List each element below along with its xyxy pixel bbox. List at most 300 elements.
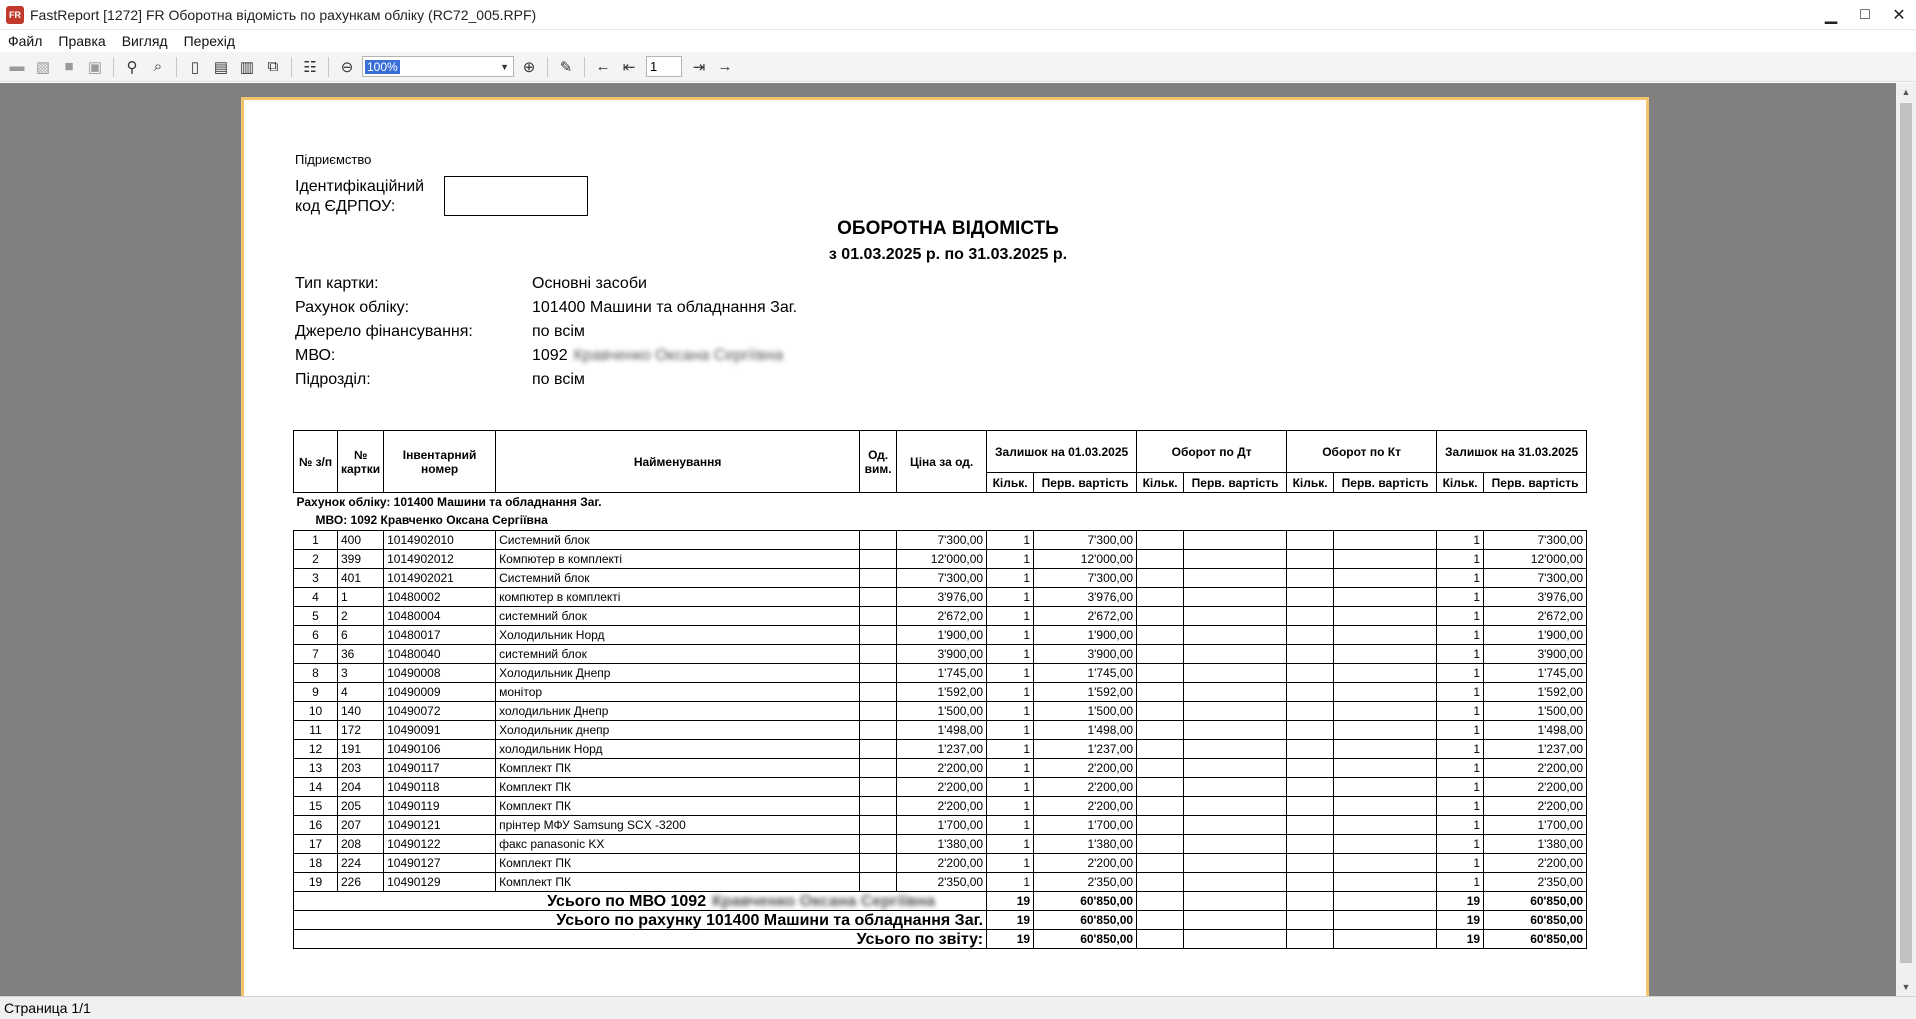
vertical-scrollbar[interactable] xyxy=(1896,83,1916,996)
table-cell: 6 xyxy=(294,626,338,645)
table-cell: 7'300,00 xyxy=(1034,531,1137,550)
table-row xyxy=(294,683,1587,702)
table-cell: 10490091 xyxy=(384,721,496,740)
table-cell xyxy=(1287,740,1334,759)
table-cell: 1 xyxy=(987,683,1034,702)
table-cell xyxy=(1287,873,1334,892)
table-cell: 3'900,00 xyxy=(897,645,987,664)
table-cell xyxy=(1334,816,1437,835)
toolbar-separator xyxy=(584,57,585,77)
total-cost-open: 60'850,00 xyxy=(1034,930,1137,949)
table-cell: 1 xyxy=(1437,778,1484,797)
table-cell xyxy=(1334,607,1437,626)
toolbar-separator xyxy=(547,57,548,77)
table-row xyxy=(294,835,1587,854)
col-header-qty: Кільк. xyxy=(987,473,1034,493)
table-cell xyxy=(860,835,897,854)
table-cell: 2'200,00 xyxy=(1034,854,1137,873)
scroll-thumb[interactable] xyxy=(1900,103,1912,963)
table-cell xyxy=(1184,778,1287,797)
report-title: ОБОРОТНА ВІДОМІСТЬ xyxy=(837,218,1059,239)
report-period: з 01.03.2025 р. по 31.03.2025 р. xyxy=(828,246,1068,263)
info-value: по всім xyxy=(532,323,585,340)
total-empty-cell xyxy=(1334,911,1437,930)
menu-edit[interactable]: Правка xyxy=(58,33,106,49)
edrpou-box xyxy=(444,176,588,216)
table-cell: 10490129 xyxy=(384,873,496,892)
info-value-redacted: Кравченко Оксана Сергіївна xyxy=(573,347,784,364)
toolbar-separator xyxy=(113,57,114,77)
info-value: 1092 xyxy=(532,347,568,364)
table-cell: 400 xyxy=(338,531,384,550)
table-row xyxy=(294,664,1587,683)
table-cell xyxy=(1334,797,1437,816)
table-cell: 14 xyxy=(294,778,338,797)
col-header-turnover-kt: Оборот по Кт xyxy=(1287,431,1437,473)
table-cell: 1 xyxy=(1437,645,1484,664)
table-cell: 7'300,00 xyxy=(1484,569,1587,588)
table-cell: 12 xyxy=(294,740,338,759)
table-cell xyxy=(1287,588,1334,607)
info-value: по всім xyxy=(532,371,585,388)
table-cell: 399 xyxy=(338,550,384,569)
table-cell: Холодильник Днепр xyxy=(496,664,860,683)
table-cell: 7'300,00 xyxy=(897,569,987,588)
table-cell xyxy=(1287,721,1334,740)
table-cell xyxy=(1184,797,1287,816)
table-cell: 1'592,00 xyxy=(1034,683,1137,702)
zoom-value: 100% xyxy=(367,59,398,74)
table-cell xyxy=(1184,854,1287,873)
col-header-cost: Перв. вартість xyxy=(1484,473,1587,493)
close-button[interactable]: ✕ xyxy=(1892,7,1906,24)
total-empty-cell xyxy=(1184,892,1287,911)
table-cell xyxy=(860,854,897,873)
table-cell: 3 xyxy=(338,664,384,683)
total-cost-close: 60'850,00 xyxy=(1484,930,1587,949)
menu-file[interactable]: Файл xyxy=(8,33,43,49)
table-cell: 1'380,00 xyxy=(897,835,987,854)
table-cell xyxy=(1287,759,1334,778)
last-page-icon[interactable]: ⇥ xyxy=(692,58,706,76)
table-cell: 2'200,00 xyxy=(897,854,987,873)
table-cell: 2'200,00 xyxy=(897,759,987,778)
table-cell: 208 xyxy=(338,835,384,854)
total-empty-cell xyxy=(1334,892,1437,911)
table-cell xyxy=(860,531,897,550)
table-cell: 1'745,00 xyxy=(897,664,987,683)
total-qty-open: 19 xyxy=(987,930,1034,949)
table-cell: 1'700,00 xyxy=(1484,816,1587,835)
window-title: FastReport [1272] FR Оборотна відомість по рахункам обліку (RC72_005.RPF) xyxy=(30,6,537,23)
table-cell: 9 xyxy=(294,683,338,702)
table-cell xyxy=(1137,664,1184,683)
table-cell xyxy=(1287,626,1334,645)
table-cell: 3'976,00 xyxy=(1034,588,1137,607)
table-row xyxy=(294,588,1587,607)
table-cell: 1 xyxy=(987,607,1034,626)
table-cell: 1014902012 xyxy=(384,550,496,569)
info-key: Рахунок обліку: xyxy=(295,299,410,316)
table-cell xyxy=(860,797,897,816)
table-cell xyxy=(1184,873,1287,892)
table-cell: Комплект ПК xyxy=(496,873,860,892)
table-cell xyxy=(860,588,897,607)
total-qty-close: 19 xyxy=(1437,892,1484,911)
table-cell: 1 xyxy=(1437,588,1484,607)
table-cell: 1 xyxy=(1437,721,1484,740)
table-cell xyxy=(1287,816,1334,835)
table-cell: системний блок xyxy=(496,645,860,664)
find-next-icon[interactable]: ⌕ xyxy=(153,58,163,75)
total-label-redacted: Кравченко Оксана Сергіївна xyxy=(712,892,936,910)
table-cell xyxy=(1334,569,1437,588)
table-cell: 1014902010 xyxy=(384,531,496,550)
table-cell: 1 xyxy=(987,626,1034,645)
table-cell: 2'200,00 xyxy=(1484,854,1587,873)
table-cell: 12'000,00 xyxy=(1484,550,1587,569)
table-cell: 1 xyxy=(1437,759,1484,778)
table-cell: 3'976,00 xyxy=(1484,588,1587,607)
toolbar-separator xyxy=(328,57,329,77)
status-bar xyxy=(0,996,1916,1019)
edrpou-label: Ідентифікаційний код ЄДРПОУ: xyxy=(295,178,425,215)
table-cell: Холодильник днепр xyxy=(496,721,860,740)
table-cell: 3'976,00 xyxy=(897,588,987,607)
table-cell: 1 xyxy=(1437,873,1484,892)
table-cell xyxy=(1137,607,1184,626)
table-cell: 1 xyxy=(1437,854,1484,873)
table-cell: 3 xyxy=(294,569,338,588)
export-icon[interactable]: ▧ xyxy=(35,58,51,76)
toolbar xyxy=(0,52,1916,82)
table-cell: 10490117 xyxy=(384,759,496,778)
table-cell: 2 xyxy=(294,550,338,569)
col-header-qty: Кільк. xyxy=(1437,473,1484,493)
table-cell xyxy=(1334,531,1437,550)
table-cell: 7 xyxy=(294,645,338,664)
table-cell: 140 xyxy=(338,702,384,721)
table-cell xyxy=(860,759,897,778)
total-cost-close: 60'850,00 xyxy=(1484,911,1587,930)
table-row xyxy=(294,740,1587,759)
table-cell xyxy=(1184,664,1287,683)
table-cell xyxy=(1334,778,1437,797)
table-cell: 12'000,00 xyxy=(1034,550,1137,569)
table-cell: 1 xyxy=(1437,550,1484,569)
table-cell: 10490127 xyxy=(384,854,496,873)
table-cell: 1 xyxy=(294,531,338,550)
total-label xyxy=(294,911,987,930)
table-cell: 1'380,00 xyxy=(1484,835,1587,854)
preview-workspace xyxy=(0,83,1896,996)
scroll-up-icon[interactable]: ▲ xyxy=(1901,87,1911,97)
menu-navigate[interactable]: Перехід xyxy=(183,33,236,49)
table-cell xyxy=(1184,569,1287,588)
total-label xyxy=(294,892,987,911)
table-cell: 15 xyxy=(294,797,338,816)
table-cell: 18 xyxy=(294,854,338,873)
table-cell: 1 xyxy=(1437,531,1484,550)
table-cell xyxy=(1287,797,1334,816)
table-cell xyxy=(1184,835,1287,854)
table-cell xyxy=(1287,531,1334,550)
total-empty-cell xyxy=(1287,911,1334,930)
table-cell: 1 xyxy=(1437,626,1484,645)
first-page-icon[interactable]: ⇤ xyxy=(622,58,636,76)
table-cell: 226 xyxy=(338,873,384,892)
table-cell: 6 xyxy=(338,626,384,645)
table-cell xyxy=(860,721,897,740)
table-cell xyxy=(1137,797,1184,816)
outline-tree-icon[interactable]: ☷ xyxy=(303,58,317,76)
total-empty-cell xyxy=(1184,911,1287,930)
table-cell: 204 xyxy=(338,778,384,797)
table-cell xyxy=(1287,569,1334,588)
table-row xyxy=(294,550,1587,569)
table-cell: 1 xyxy=(1437,569,1484,588)
table-cell: 10480004 xyxy=(384,607,496,626)
table-cell xyxy=(1137,626,1184,645)
table-cell xyxy=(1287,645,1334,664)
table-cell: 203 xyxy=(338,759,384,778)
table-cell xyxy=(1334,835,1437,854)
table-cell: 205 xyxy=(338,797,384,816)
info-row-division xyxy=(295,368,797,392)
table-cell xyxy=(1137,588,1184,607)
table-cell: 1 xyxy=(987,721,1034,740)
menu-bar xyxy=(0,30,1916,52)
table-cell xyxy=(1184,816,1287,835)
table-cell: 1014902021 xyxy=(384,569,496,588)
table-cell xyxy=(860,816,897,835)
print-icon[interactable]: ▬ xyxy=(9,58,25,75)
table-cell xyxy=(1334,626,1437,645)
table-cell: 1'592,00 xyxy=(897,683,987,702)
table-cell xyxy=(1287,702,1334,721)
chevron-down-icon: ▼ xyxy=(500,61,509,72)
table-cell xyxy=(1137,778,1184,797)
table-cell xyxy=(1184,683,1287,702)
table-cell: 10490119 xyxy=(384,797,496,816)
table-cell: 7'300,00 xyxy=(897,531,987,550)
save-icon[interactable]: ■ xyxy=(64,58,74,75)
info-row-account xyxy=(295,296,797,320)
table-cell: 1 xyxy=(987,854,1034,873)
table-cell: 7'300,00 xyxy=(1034,569,1137,588)
col-header-cost: Перв. вартість xyxy=(1184,473,1287,493)
table-cell: 1 xyxy=(987,702,1034,721)
col-header-name: Найменування xyxy=(496,431,860,493)
zoom-in-icon[interactable]: ⊕ xyxy=(522,58,536,76)
table-cell: Комплект ПК xyxy=(496,854,860,873)
table-cell xyxy=(1287,778,1334,797)
table-cell: 1'900,00 xyxy=(1484,626,1587,645)
table-cell: 1 xyxy=(987,664,1034,683)
table-cell: 1'237,00 xyxy=(897,740,987,759)
total-qty-open: 19 xyxy=(987,892,1034,911)
table-cell xyxy=(1184,531,1287,550)
table-cell: 2'200,00 xyxy=(1034,759,1137,778)
table-cell xyxy=(1184,645,1287,664)
table-row xyxy=(294,854,1587,873)
table-cell xyxy=(1137,873,1184,892)
table-cell xyxy=(1334,759,1437,778)
page-width-icon[interactable]: ▤ xyxy=(213,58,229,76)
table-cell xyxy=(1137,550,1184,569)
info-value: Основні засоби xyxy=(532,275,647,292)
table-cell xyxy=(1287,550,1334,569)
table-cell xyxy=(1184,607,1287,626)
whole-page-icon[interactable]: ▥ xyxy=(239,58,255,76)
menu-view[interactable]: Вигляд xyxy=(121,33,168,49)
col-header-cost: Перв. вартість xyxy=(1034,473,1137,493)
table-cell xyxy=(1184,759,1287,778)
enterprise-label: Підриємство xyxy=(295,152,372,167)
edit-page-icon[interactable]: ✎ xyxy=(559,58,573,76)
table-cell: 1'380,00 xyxy=(1034,835,1137,854)
next-page-icon[interactable]: → xyxy=(717,58,733,75)
table-cell: 1 xyxy=(987,531,1034,550)
minimize-button[interactable]: ▁ xyxy=(1824,7,1838,24)
two-pages-icon[interactable]: ⧉ xyxy=(267,58,279,75)
table-cell: 1 xyxy=(987,835,1034,854)
scroll-down-icon[interactable]: ▼ xyxy=(1901,982,1911,992)
table-cell: 1 xyxy=(1437,816,1484,835)
total-row xyxy=(294,930,1587,949)
toolbar-separator xyxy=(291,57,292,77)
table-cell: 13 xyxy=(294,759,338,778)
table-cell xyxy=(1137,645,1184,664)
table-cell: 1 xyxy=(338,588,384,607)
info-key: Джерело фінансування: xyxy=(295,323,473,340)
table-cell xyxy=(860,873,897,892)
report-info xyxy=(295,272,797,392)
table-cell xyxy=(1184,702,1287,721)
table-cell: 10490072 xyxy=(384,702,496,721)
info-row-mvo xyxy=(295,344,797,368)
total-empty-cell xyxy=(1334,930,1437,949)
total-row xyxy=(294,911,1587,930)
table-cell xyxy=(860,607,897,626)
table-cell: 1 xyxy=(987,588,1034,607)
table-cell: Комплект ПК xyxy=(496,778,860,797)
table-cell: 3'900,00 xyxy=(1484,645,1587,664)
table-cell: 5 xyxy=(294,607,338,626)
total-cost-open: 60'850,00 xyxy=(1034,892,1137,911)
table-cell: 1 xyxy=(987,759,1034,778)
table-cell xyxy=(1184,740,1287,759)
table-cell xyxy=(1287,835,1334,854)
table-cell: 4 xyxy=(338,683,384,702)
table-cell: 1 xyxy=(987,778,1034,797)
table-row xyxy=(294,721,1587,740)
total-label-text: Усього по МВО 1092 xyxy=(547,892,707,910)
table-cell: 207 xyxy=(338,816,384,835)
table-cell xyxy=(1334,721,1437,740)
table-cell: 2'200,00 xyxy=(1034,778,1137,797)
table-cell: Системний блок xyxy=(496,569,860,588)
table-cell: 1'498,00 xyxy=(897,721,987,740)
zoom-select[interactable] xyxy=(362,56,514,77)
copy-icon[interactable]: ▣ xyxy=(87,58,103,76)
table-cell: холодильник Днепр xyxy=(496,702,860,721)
total-empty-cell xyxy=(1184,930,1287,949)
table-cell: 1'900,00 xyxy=(897,626,987,645)
table-cell: 1 xyxy=(987,740,1034,759)
col-header-close-balance: Залишок на 31.03.2025 xyxy=(1437,431,1587,473)
table-cell: 2'200,00 xyxy=(1484,797,1587,816)
prev-page-icon[interactable]: ← xyxy=(595,58,611,75)
info-key: МВО: xyxy=(295,347,336,364)
table-cell: системний блок xyxy=(496,607,860,626)
table-row xyxy=(294,778,1587,797)
info-row-funding xyxy=(295,320,797,344)
table-cell: 1 xyxy=(1437,664,1484,683)
table-cell xyxy=(1137,816,1184,835)
table-cell: монітор xyxy=(496,683,860,702)
find-icon[interactable]: ⚲ xyxy=(126,58,138,76)
table-row xyxy=(294,569,1587,588)
table-cell: 191 xyxy=(338,740,384,759)
title-bar xyxy=(0,0,1916,30)
table-cell: 10 xyxy=(294,702,338,721)
page-view-icon[interactable]: ▯ xyxy=(190,58,200,76)
col-header-unit: Од. вим. xyxy=(860,431,897,493)
table-cell: 1 xyxy=(1437,607,1484,626)
table-cell xyxy=(1137,740,1184,759)
table-cell: 1'700,00 xyxy=(1034,816,1137,835)
table-cell: 10480017 xyxy=(384,626,496,645)
table-cell xyxy=(1137,683,1184,702)
table-cell xyxy=(860,683,897,702)
table-row xyxy=(294,531,1587,550)
maximize-button[interactable]: □ xyxy=(1860,6,1870,23)
table-cell: 1 xyxy=(987,550,1034,569)
table-cell: 10480002 xyxy=(384,588,496,607)
zoom-out-icon[interactable]: ⊖ xyxy=(340,58,354,76)
table-cell xyxy=(1334,588,1437,607)
table-cell: 11 xyxy=(294,721,338,740)
total-row xyxy=(294,892,1587,911)
table-cell: 172 xyxy=(338,721,384,740)
table-cell: 1'745,00 xyxy=(1034,664,1137,683)
table-cell: 2'350,00 xyxy=(897,873,987,892)
table-row xyxy=(294,816,1587,835)
table-cell: 1 xyxy=(987,797,1034,816)
table-cell xyxy=(1287,854,1334,873)
total-empty-cell xyxy=(1137,911,1184,930)
table-cell xyxy=(860,550,897,569)
table-cell xyxy=(1137,759,1184,778)
table-row xyxy=(294,607,1587,626)
total-empty-cell xyxy=(1287,930,1334,949)
table-cell: 1 xyxy=(1437,683,1484,702)
table-cell: 2'672,00 xyxy=(1484,607,1587,626)
table-cell: 4 xyxy=(294,588,338,607)
col-header-card: № картки xyxy=(338,431,384,493)
table-row xyxy=(294,645,1587,664)
table-cell: 2'672,00 xyxy=(1034,607,1137,626)
total-cost-open: 60'850,00 xyxy=(1034,911,1137,930)
info-value: 101400 Машини та обладнання Заг. xyxy=(532,299,798,316)
table-cell: 10490008 xyxy=(384,664,496,683)
table-cell xyxy=(1334,664,1437,683)
page-number-input[interactable]: 1 xyxy=(646,56,682,77)
table-cell: 16 xyxy=(294,816,338,835)
table-cell: 1'498,00 xyxy=(1034,721,1137,740)
table-cell: 36 xyxy=(338,645,384,664)
